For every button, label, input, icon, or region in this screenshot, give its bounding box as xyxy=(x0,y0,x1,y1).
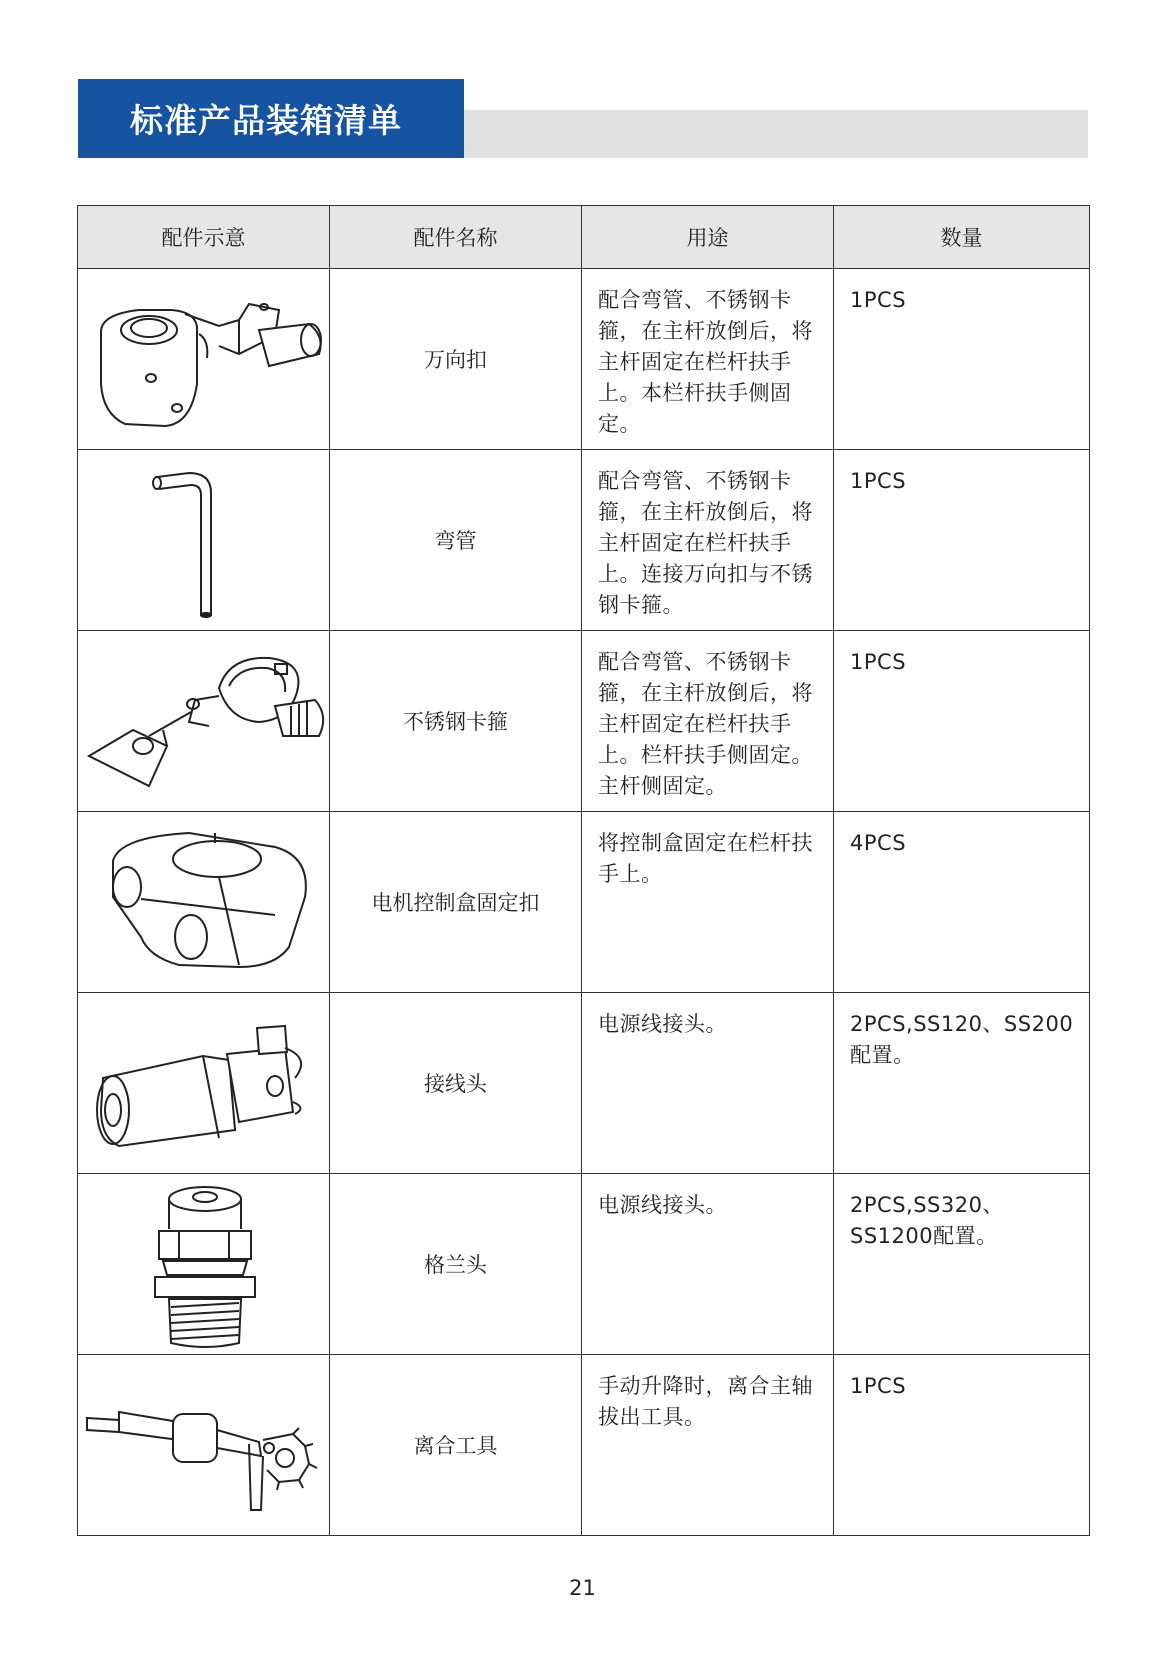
illustration-cell xyxy=(78,1355,330,1536)
stainless-hoop-clamp-icon xyxy=(79,636,329,806)
illustration-cell xyxy=(78,812,330,993)
column-header-illustration: 配件示意 xyxy=(78,206,330,269)
cable-gland-icon xyxy=(79,1179,329,1349)
part-use: 配合弯管、不锈钢卡箍，在主杆放倒后，将主杆固定在栏杆扶手上。本栏杆扶手侧固定。 xyxy=(582,269,834,450)
illustration-cell xyxy=(78,631,330,812)
part-qty: 2PCS,SS120、SS200配置。 xyxy=(834,993,1090,1174)
part-name: 接线头 xyxy=(330,993,582,1174)
table-row xyxy=(78,631,1090,812)
part-qty: 1PCS xyxy=(834,269,1090,450)
part-name: 弯管 xyxy=(330,450,582,631)
table-row xyxy=(78,450,1090,631)
packing-list-table xyxy=(77,205,1090,1536)
part-qty: 2PCS,SS320、SS1200配置。 xyxy=(834,1174,1090,1355)
illustration-cell xyxy=(78,993,330,1174)
clutch-tool-icon xyxy=(79,1360,329,1530)
table-row xyxy=(78,1174,1090,1355)
column-header-name: 配件名称 xyxy=(330,206,582,269)
part-qty: 1PCS xyxy=(834,450,1090,631)
section-title xyxy=(78,79,464,158)
part-name: 格兰头 xyxy=(330,1174,582,1355)
control-box-clamp-icon xyxy=(79,817,329,987)
part-name: 离合工具 xyxy=(330,1355,582,1536)
part-use: 电源线接头。 xyxy=(582,993,834,1174)
part-use: 手动升降时，离合主轴拔出工具。 xyxy=(582,1355,834,1536)
bent-pipe-icon xyxy=(79,455,329,625)
title-decor-bar xyxy=(464,110,1088,158)
column-header-use: 用途 xyxy=(582,206,834,269)
page-number: 21 xyxy=(569,1576,596,1600)
section-title-text: 标准产品装箱清单 xyxy=(130,101,402,140)
universal-clamp-icon xyxy=(79,274,329,444)
part-use: 电源线接头。 xyxy=(582,1174,834,1355)
table-row xyxy=(78,812,1090,993)
part-qty: 1PCS xyxy=(834,1355,1090,1536)
table-header-row xyxy=(78,206,1090,269)
table-row xyxy=(78,1355,1090,1536)
part-name: 万向扣 xyxy=(330,269,582,450)
part-name: 电机控制盒固定扣 xyxy=(330,812,582,993)
part-qty: 1PCS xyxy=(834,631,1090,812)
part-name: 不锈钢卡箍 xyxy=(330,631,582,812)
illustration-cell xyxy=(78,1174,330,1355)
part-use: 配合弯管、不锈钢卡箍，在主杆放倒后，将主杆固定在栏杆扶手上。栏杆扶手侧固定。主杆侧固定。 xyxy=(582,631,834,812)
table-row xyxy=(78,269,1090,450)
illustration-cell xyxy=(78,269,330,450)
part-qty: 4PCS xyxy=(834,812,1090,993)
illustration-cell xyxy=(78,450,330,631)
table-row xyxy=(78,993,1090,1174)
part-use: 将控制盒固定在栏杆扶手上。 xyxy=(582,812,834,993)
part-use: 配合弯管、不锈钢卡箍，在主杆放倒后，将主杆固定在栏杆扶手上。连接万向扣与不锈钢卡箍。 xyxy=(582,450,834,631)
column-header-qty: 数量 xyxy=(834,206,1090,269)
wire-connector-icon xyxy=(79,998,329,1168)
